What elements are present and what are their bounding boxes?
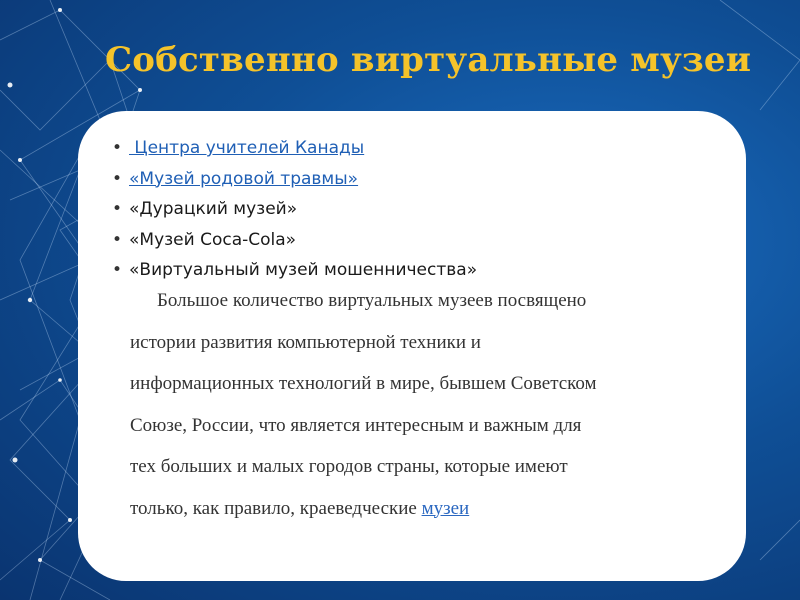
bullet-icon: • [112, 138, 123, 158]
description-paragraph [130, 280, 730, 529]
paragraph-line: информационных технологий в мире, бывшем Советском [130, 373, 597, 394]
bullet-icon: • [112, 199, 123, 219]
bullet-icon: • [112, 168, 123, 189]
museum-item-fraud: «Виртуальный музей мошенничества» [129, 260, 478, 280]
paragraph-line: Большое количество виртуальных музеев посвящено [157, 290, 587, 311]
list-item [112, 227, 477, 258]
museum-link-canada-teachers[interactable]: Центра учителей Канады [129, 138, 365, 158]
bullet-icon: • [112, 229, 123, 250]
museum-link-birth-trauma[interactable]: «Музей родовой травмы» [129, 168, 359, 189]
paragraph-last-line [130, 488, 730, 530]
museum-item-silly: «Дурацкий музей» [129, 199, 298, 219]
paragraph-line: Союзе, России, что является интересным и важным для [130, 414, 582, 436]
museums-link[interactable]: музеи [421, 497, 470, 519]
bullet-icon: • [112, 260, 123, 280]
paragraph-line: тех больших и малых городов страны, которые имеют [130, 456, 568, 477]
museum-list [112, 135, 477, 288]
list-item [112, 166, 477, 197]
list-item [112, 196, 477, 227]
paragraph-line: истории развития компьютерной техники и [130, 331, 481, 353]
slide-title: Собственно виртуальные музеи [105, 40, 752, 80]
paragraph-line-text: только, как правило, краеведческие [130, 497, 422, 519]
list-item [112, 135, 477, 166]
museum-item-coca-cola: «Музей Coca-Cola» [129, 229, 297, 250]
